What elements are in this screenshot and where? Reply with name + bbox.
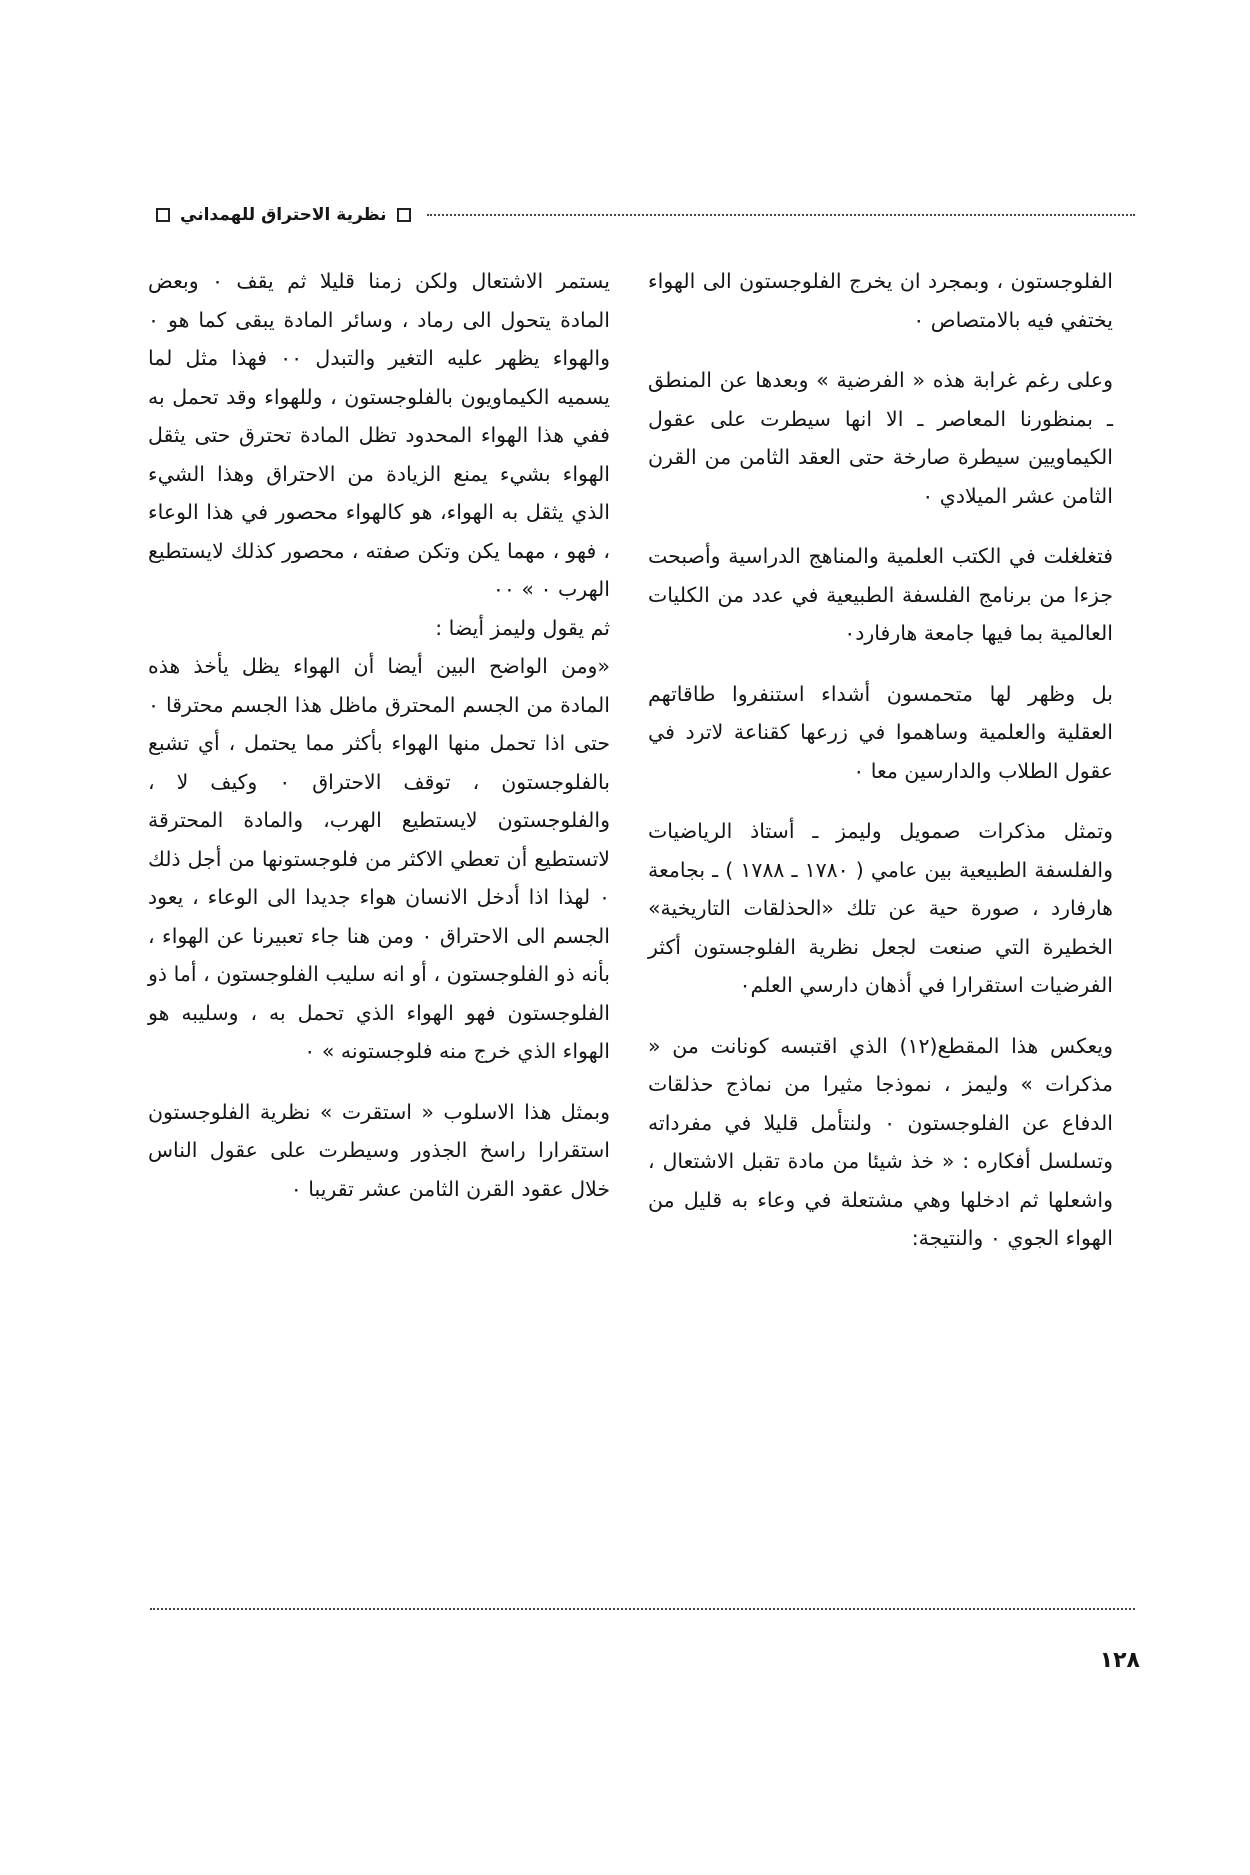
quote-paragraph: «ومن الواضح البين أيضا أن الهواء يظل يأخذ هذه المادة من الجسم المحترق ماظل هذا الجسم محترقا ٠ حتى اذا تحمل منها الهواء بأكثر مما يحتمل ، أي تشبع بالفلوجستون ، توقف الاحتراق ٠ وكيف لا ، والفلوجستون لايستطيع الهرب، والمادة المحترقة لاتستطيع أن تعطي الاكثر من فلوجستونها من أجل ذلك ٠ لهذا اذا أدخل الانسان هواء جديدا الى الوعاء ، يعود الجسم الى الاحتراق ٠ ومن هنا جاء تعبيرنا عن الهواء ، بأنه ذو الفلوجستون ، أو انه سليب الفلوجستون ، أما ذو الفلوجستون فهو الهواء الذي تحمل به ، وسليبه هو الهواء الذي خرج منه فلوجستونه » ٠: [148, 654, 611, 1063]
header-box-right-icon: [156, 208, 170, 222]
left-column: [148, 262, 610, 1230]
paragraph: وتمثل مذكرات صمويل وليمز ـ أستاذ الرياضيات والفلسفة الطبيعية بين عامي ( ١٧٨٠ ـ ١٧٨٨ ) ـ بجامعة هارفارد ، صورة حية عن تلك «الحذلقات التاريخية» الخطيرة التي صنعت لجعل نظرية الفلوجستون أكثر الفرضيات استقرارا في أذهان دارسي العلم٠: [648, 819, 1113, 997]
header-box-left-icon: [397, 208, 411, 222]
paragraph: وبمثل هذا الاسلوب « استقرت » نظرية الفلوجستون استقرارا راسخ الجذور وسيطرت على عقول الناس خلال عقود القرن الثامن عشر تقريبا ٠: [148, 1099, 610, 1201]
paragraph: وعلى رغم غرابة هذه « الفرضية » وبعدها عن المنطق ـ بمنظورنا المعاصر ـ الا انها سيطرت على عقول الكيماويين سيطرة صارخة حتى العقد الثامن من القرن الثامن عشر الميلادي ٠: [648, 368, 1113, 508]
paragraph: يستمر الاشتعال ولكن زمنا قليلا ثم يقف ٠ وبعض المادة يتحول الى رماد ، وسائر المادة يبقى كما هو ٠ والهواء يظهر عليه التغير والتبدل ٠٠ فهذا مثل لما يسميه الكيماويون بالفلوجستون ، وللهواء وقد تحمل به ففي هذا الهواء المحدود تظل المادة تحترق حتى يثقل الهواء بشيء يمنع الزيادة من الاحتراق وهذا الشيء الذي يثقل به الهواء، هو كالهواء محصور في هذا الوعاء ، فهو ، مهما يكن وتكن صفته ، محصور كذلك لايستطيع الهرب ٠ » ٠٠: [148, 269, 610, 601]
paragraph: الفلوجستون ، وبمجرد ان يخرج الفلوجستون الى الهواء يختفي فيه بالامتصاص ٠: [648, 269, 1113, 332]
paragraph: ويعكس هذا المقطع(١٢) الذي اقتبسه كونانت من « مذكرات » وليمز ، نموذجا مثيرا من نماذج حذلقات الدفاع عن الفلوجستون ٠ ولنتأمل قليلا في مفرداته وتسلسل أفكاره : « خذ شيئا من مادة تقبل الاشتعال ، واشعلها ثم ادخلها وهي مشتعلة في وعاء به قليل من الهواء الجوي ٠ والنتيجة:: [648, 1033, 1113, 1250]
right-column: [648, 262, 1113, 1280]
paragraph: ثم يقول وليمز أيضا :: [435, 615, 610, 640]
paragraph: بل وظهر لها متحمسون أشداء استنفروا طاقاتهم العقلية والعلمية وساهموا في زرعها كقناعة لاترد في عقول الطلاب والدارسين معا ٠: [648, 681, 1113, 783]
paragraph: فتغلغلت في الكتب العلمية والمناهج الدراسية وأصبحت جزءا من برنامج الفلسفة الطبيعية في عدد من الكليات العالمية بما فيها جامعة هارفارد٠: [648, 544, 1113, 645]
footer-dotted-rule: [150, 1608, 1135, 1610]
page-number: ١٢٨: [1099, 1648, 1140, 1673]
running-header: [150, 200, 1135, 230]
header-dotted-rule: [427, 214, 1136, 216]
running-header-title: نظرية الاحتراق للهمداني: [180, 205, 387, 225]
